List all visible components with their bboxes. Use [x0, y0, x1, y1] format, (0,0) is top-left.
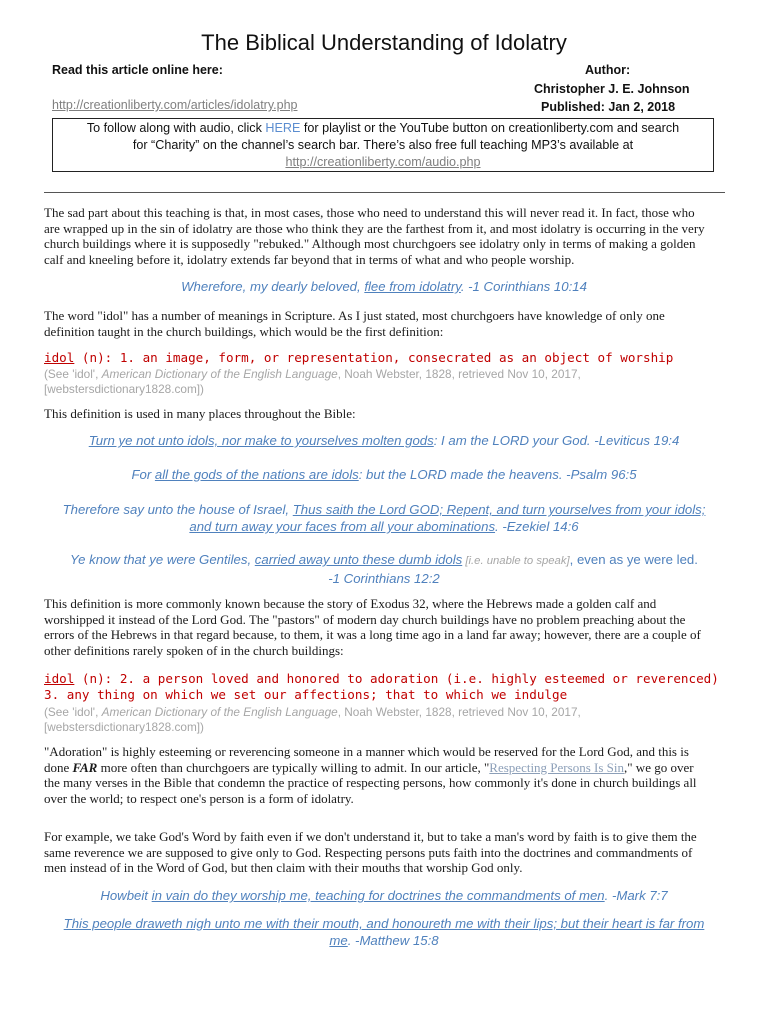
author-name: Christopher J. E. Johnson: [534, 82, 690, 96]
citation-text: (See 'idol',: [44, 367, 102, 381]
definition-text-3: 3. any thing on which we set our affections; that to which we indulge: [44, 687, 568, 702]
audio-text-1a: To follow along with audio, click: [86, 121, 266, 135]
verse-text: Ye know that ye were Gentiles,: [70, 552, 255, 567]
verse-1-corinthians-10-14: [44, 278, 724, 295]
definition-word: idol: [44, 350, 75, 365]
definition-word: idol: [44, 671, 75, 686]
paragraph-text: "Adoration" is highly esteeming or reverencing someone in a manner which would be reserved for the Lord God, and this is done: [44, 744, 689, 775]
citation-title: American Dictionary of the English Language: [101, 705, 338, 719]
verse-ref: . -Mark 7:7: [604, 888, 668, 903]
citation-text: (See 'idol',: [44, 705, 102, 719]
definition-text: (n): 2. a person loved and honored to adoration (i.e. highly esteemed or reverenced): [74, 671, 719, 686]
paragraph-idol-meanings: The word "idol" has a number of meanings in Scripture. As I just stated, most churchgoers have knowledge of only one definition taught in the church buildings, which would be the first definition:: [44, 308, 665, 339]
respecting-persons-link[interactable]: Respecting Persons Is Sin: [489, 759, 624, 775]
page-title: The Biblical Understanding of Idolatry: [201, 30, 567, 55]
emphasis-far: FAR: [72, 759, 98, 775]
verse-psalm-96-5: [44, 466, 724, 483]
paragraph-text-3: ," we go over the many verses in the Bible that condemn the practice of respecting persons, how commonly it's done in church buildings all over the world; to respect one's person is a form of idolatry.: [44, 759, 697, 806]
verse-underlined-2: me: [329, 933, 348, 948]
verse-underlined-2: and turn away your faces from all your abominations: [189, 519, 496, 534]
article-url-link[interactable]: http://creationliberty.com/articles/idolatry.php: [52, 98, 298, 112]
verse-ref: . -Matthew 15:8: [347, 933, 439, 948]
citation-title: American Dictionary of the English Language: [101, 367, 338, 381]
paragraph-text-2: more often than churchgoers are typically willing to admit. In our article, ": [97, 759, 490, 775]
citation-text-end: , Noah Webster, 1828, retrieved Nov 10, 2017,[webstersdictionary1828.com]): [44, 705, 581, 734]
verse-ref: : but the LORD made the heavens. -Psalm 96:5: [358, 467, 637, 482]
verse-text: Wherefore, my dearly beloved,: [181, 279, 365, 294]
citation-1: [44, 367, 604, 396]
definition-2-3: [44, 671, 724, 703]
verse-ref: -1 Corinthians 12:2: [328, 571, 440, 586]
verse-underlined: Turn ye not unto idols, nor make to yourselves molten gods: [88, 433, 434, 448]
verse-note: [i.e. unable to speak]: [462, 555, 570, 567]
definition-text: (n): 1. an image, form, or representation, consecrated as an object of worship: [74, 350, 674, 365]
verse-text: Therefore say unto the house of Israel,: [62, 502, 293, 517]
read-online-label: Read this article online here:: [52, 63, 223, 77]
verse-ref: . -1 Corinthians 10:14: [460, 279, 587, 294]
verse-matthew-15-8: [44, 915, 724, 949]
verse-underlined: This people draweth nigh unto me with their mouth, and honoureth me with their lips; but their heart is far from: [63, 916, 705, 931]
verse-ezekiel-14-6: [44, 501, 724, 535]
paragraph-definition-use: This definition is used in many places throughout the Bible:: [44, 406, 356, 421]
paragraph-exodus: This definition is more commonly known because the story of Exodus 32, where the Hebrews made a golden calf and worshipped it instead of the Lord God. The "pastors" of modern day church buildings have no problem preaching about the errors of the Hebrews in that regard because, to them, it was a long time ago in a land far away; however, there are a couple of other definitions rarely spoken of in the church buildings:: [44, 596, 701, 658]
header-divider: [44, 192, 725, 193]
paragraph-example: For example, we take God's Word by faith even if we don't understand it, but to take a man's word by faith is to give them the same reverence we are supposed to give only to God. Respecting persons puts faith into the doctrines and commandments of men instead of in the Word of God, but then claim with their mouths that worship God only.: [44, 829, 697, 876]
definition-1: [44, 350, 724, 366]
verse-text: Howbeit: [100, 888, 152, 903]
verse-1-corinthians-12-2: [44, 551, 724, 587]
verse-underlined: all the gods of the nations are idols: [154, 467, 359, 482]
verse-leviticus-19-4: [44, 432, 724, 449]
verse-ref: : I am the LORD your God. -Leviticus 19:4: [433, 433, 680, 448]
published-date: Published: Jan 2, 2018: [541, 100, 676, 114]
audio-info-box: [52, 118, 714, 172]
here-link[interactable]: HERE: [265, 121, 301, 135]
verse-underlined: flee from idolatry: [364, 279, 461, 294]
verse-underlined: Thus saith the Lord GOD; Repent, and turn yourselves from your idols;: [292, 502, 706, 517]
author-label: Author:: [585, 63, 631, 77]
paragraph-adoration: [44, 744, 712, 806]
verse-text-end: , even as ye were led.: [569, 552, 698, 567]
paragraph-intro: The sad part about this teaching is that, in most cases, those who need to understand this will never read it. In fact, those who are wrapped up in the sin of idolatry are those who think they are the farthest from it, and most idolatry is occurring in the very church buildings where it is supposedly "rebuked." Although most churchgoers see idolatry only in terms of making a golden calf and kneeling before it, idolatry extends far beyond that in terms of what and who people worship.: [44, 205, 705, 267]
audio-url-link[interactable]: http://creationliberty.com/audio.php: [285, 155, 481, 169]
verse-underlined: in vain do they worship me, teaching for doctrines the commandments of men: [151, 888, 605, 903]
audio-text-1b: for playlist or the YouTube button on creationliberty.com and search: [300, 121, 680, 135]
verse-mark-7-7: [44, 887, 724, 904]
verse-underlined: carried away unto these dumb idols: [254, 552, 463, 567]
citation-text-end: , Noah Webster, 1828, retrieved Nov 10, 2017,[webstersdictionary1828.com]): [44, 367, 581, 396]
citation-2: [44, 705, 604, 734]
verse-text: For: [131, 467, 155, 482]
audio-text-2: for “Charity” on the channel’s search bar. There’s also free full teaching MP3’s available at: [132, 138, 634, 152]
verse-ref: . -Ezekiel 14:6: [495, 519, 579, 534]
